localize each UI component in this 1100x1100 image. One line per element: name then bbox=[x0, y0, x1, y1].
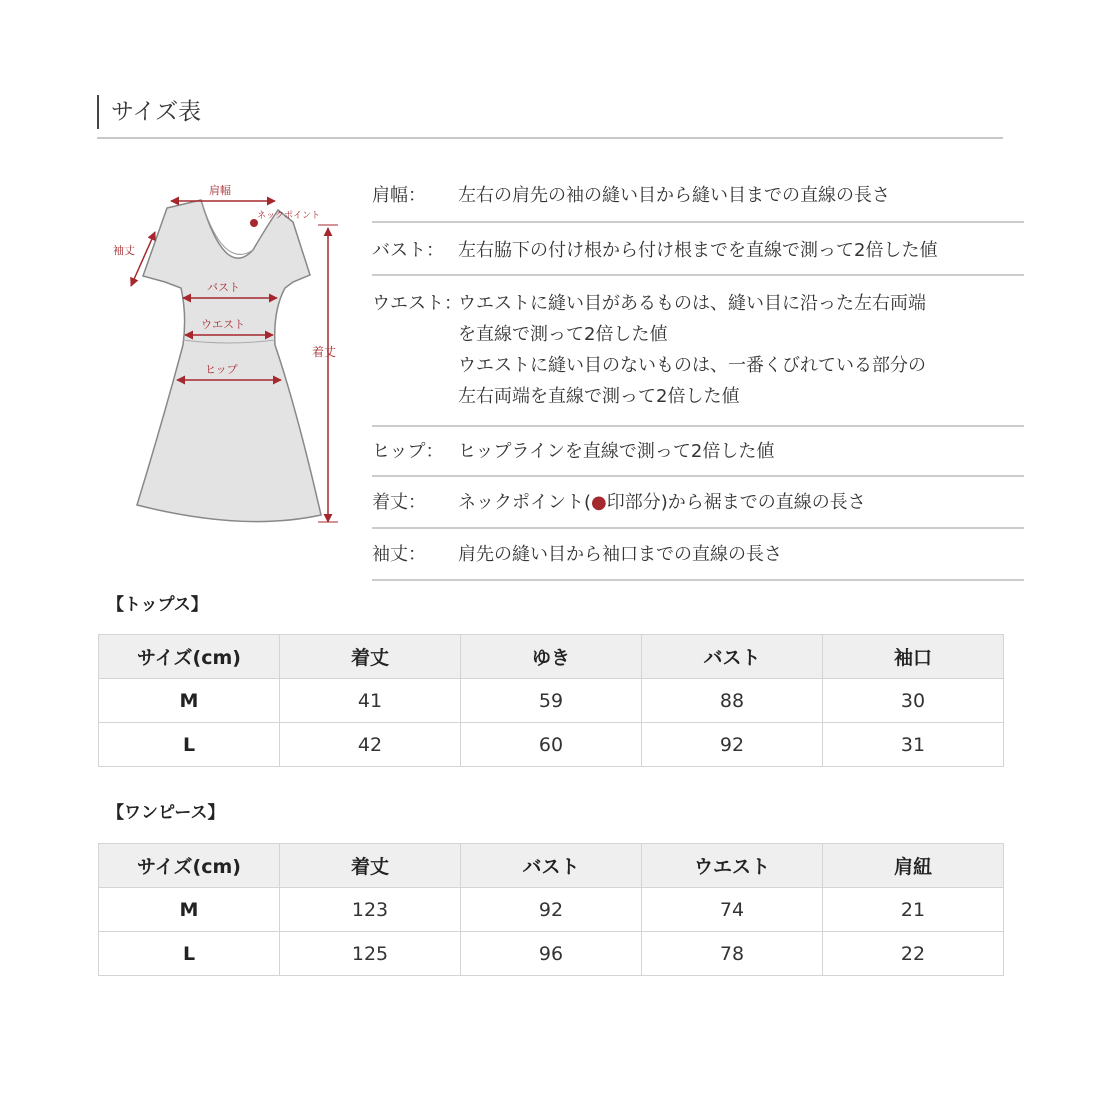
page-title: サイズ表 bbox=[97, 95, 201, 129]
definition-text: ウエストに縫い目があるものは、縫い目に沿った左右両端 を直線で測って2倍した値 ウエストに縫い目のないものは、一番くびれている部分の 左右両端を直線で測って2倍した値 bbox=[458, 293, 926, 407]
onepiece-label: 【ワンピース】 bbox=[107, 803, 225, 823]
table-cell: 92 bbox=[642, 723, 823, 767]
label-hip: ヒップ bbox=[205, 363, 238, 376]
definition-term: バスト： bbox=[372, 240, 444, 261]
table-cell: 22 bbox=[823, 932, 1004, 976]
tops-size-table bbox=[98, 634, 1004, 767]
table-cell: 21 bbox=[823, 888, 1004, 932]
table-cell: 60 bbox=[461, 723, 642, 767]
label-length: 着丈 bbox=[312, 345, 337, 359]
table-cell: 74 bbox=[642, 888, 823, 932]
table-header-row bbox=[99, 844, 1004, 888]
tops-label: 【トップス】 bbox=[107, 595, 208, 615]
definition-length bbox=[372, 477, 1024, 529]
table-header: サイズ(cm) bbox=[99, 635, 280, 679]
table-header: バスト bbox=[642, 635, 823, 679]
table-cell: 92 bbox=[461, 888, 642, 932]
onepiece-size-table bbox=[98, 843, 1004, 976]
definition-term: 着丈： bbox=[372, 492, 426, 513]
table-cell: 78 bbox=[642, 932, 823, 976]
label-shoulder: 肩幅 bbox=[209, 184, 231, 197]
label-neck-point: ネックポイント bbox=[257, 211, 321, 221]
title-divider bbox=[97, 137, 1003, 139]
definition-text: 左右の肩先の袖の縫い目から縫い目までの直線の長さ bbox=[458, 185, 890, 206]
definition-bust bbox=[372, 223, 1024, 276]
table-cell: 96 bbox=[461, 932, 642, 976]
table-header: ゆき bbox=[461, 635, 642, 679]
definition-text: 左右脇下の付け根から付け根までを直線で測って2倍した値 bbox=[458, 240, 938, 261]
definition-hip bbox=[372, 427, 1024, 477]
label-waist: ウエスト bbox=[201, 318, 245, 331]
table-row bbox=[99, 932, 1004, 976]
table-cell: L bbox=[99, 723, 280, 767]
table-cell: M bbox=[99, 679, 280, 723]
table-header-row bbox=[99, 635, 1004, 679]
table-row bbox=[99, 723, 1004, 767]
table-cell: L bbox=[99, 932, 280, 976]
label-sleeve: 袖丈 bbox=[113, 244, 135, 257]
table-header: 袖口 bbox=[823, 635, 1004, 679]
dress-illustration bbox=[105, 170, 360, 540]
neck-point-marker: ● bbox=[591, 492, 607, 513]
definition-term: ヒップ： bbox=[372, 441, 444, 462]
definition-text: 肩先の縫い目から袖口までの直線の長さ bbox=[458, 544, 782, 565]
definition-waist bbox=[372, 276, 1024, 427]
definition-term: 肩幅： bbox=[372, 185, 426, 206]
definition-term: ウエスト： bbox=[372, 293, 462, 314]
table-cell: 41 bbox=[280, 679, 461, 723]
dress-shape bbox=[137, 200, 321, 522]
table-cell: 88 bbox=[642, 679, 823, 723]
definition-text: ネックポイント(●印部分)から裾までの直線の長さ bbox=[458, 492, 866, 513]
table-header: ウエスト bbox=[642, 844, 823, 888]
definition-sleeve bbox=[372, 529, 1024, 581]
table-header: 肩紐 bbox=[823, 844, 1004, 888]
table-cell: M bbox=[99, 888, 280, 932]
table-cell: 31 bbox=[823, 723, 1004, 767]
table-header: サイズ(cm) bbox=[99, 844, 280, 888]
table-row bbox=[99, 888, 1004, 932]
definition-term: 袖丈： bbox=[372, 544, 426, 565]
measurement-definitions bbox=[372, 172, 1024, 581]
table-cell: 30 bbox=[823, 679, 1004, 723]
table-header: 着丈 bbox=[280, 844, 461, 888]
definition-text: ヒップラインを直線で測って2倍した値 bbox=[458, 441, 775, 462]
table-header: バスト bbox=[461, 844, 642, 888]
table-cell: 59 bbox=[461, 679, 642, 723]
table-cell: 123 bbox=[280, 888, 461, 932]
measurement-diagram bbox=[105, 170, 360, 540]
table-cell: 125 bbox=[280, 932, 461, 976]
label-bust: バスト bbox=[207, 281, 240, 294]
table-row bbox=[99, 679, 1004, 723]
table-header: 着丈 bbox=[280, 635, 461, 679]
table-cell: 42 bbox=[280, 723, 461, 767]
definition-shoulder bbox=[372, 172, 1024, 223]
